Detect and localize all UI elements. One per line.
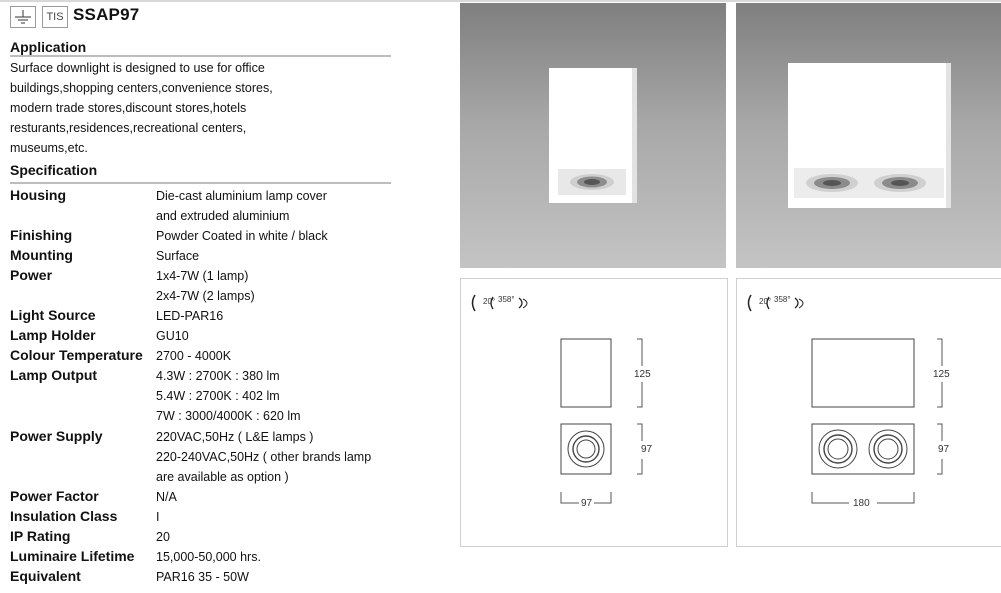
- spec-value-colour-temperature: 2700 - 4000K: [156, 349, 232, 363]
- spec-value-equivalent: PAR16 35 - 50W: [156, 570, 249, 584]
- spec-value-mounting: Surface: [156, 249, 200, 263]
- single-dimension-drawing: [460, 278, 728, 547]
- application-line: resturants,residences,recreational centers,: [10, 121, 247, 135]
- spec-value-luminaire-lifetime: 15,000-50,000 hrs.: [156, 550, 261, 564]
- rotate-angle: 358°: [498, 295, 515, 304]
- spec-label-power: Power: [10, 267, 53, 283]
- spec-label-colour-temperature: Colour Temperature: [10, 347, 143, 363]
- spec-label-equivalent: Equivalent: [10, 568, 81, 584]
- spec-value-power-supply: [156, 427, 371, 487]
- spec-value-line: 2x4-7W (2 lamps): [156, 289, 255, 303]
- spec-value-line: and extruded aluminium: [156, 209, 290, 223]
- spec-label-lamp-holder: Lamp Holder: [10, 327, 96, 343]
- spec-label-mounting: Mounting: [10, 247, 73, 263]
- application-line: Surface downlight is designed to use for office: [10, 61, 265, 75]
- spec-value-lamp-holder: GU10: [156, 329, 189, 343]
- height-dimension: 125: [933, 369, 950, 380]
- spec-value-line: 5.4W : 2700K : 402 lm: [156, 389, 280, 403]
- spec-value-lamp-output: [156, 366, 301, 426]
- double-lamp-photo: [736, 3, 1001, 268]
- spec-value-power: [156, 266, 255, 306]
- tilt-angle: 20°: [483, 297, 496, 306]
- spec-label-finishing: Finishing: [10, 227, 73, 243]
- spec-value-finishing: Powder Coated in white / black: [156, 229, 328, 243]
- spec-label-luminaire-lifetime: Luminaire Lifetime: [10, 548, 135, 564]
- double-dimension-drawing: [736, 278, 1001, 547]
- tilt-angle: 20°: [759, 297, 772, 306]
- specification-rule: [10, 182, 391, 184]
- depth-dimension: 97: [938, 444, 950, 455]
- spec-value-insulation-class: I: [156, 510, 160, 524]
- single-lamp-photo: [460, 3, 726, 268]
- width-dimension: 97: [581, 498, 593, 509]
- spec-value-line: 4.3W : 2700K : 380 lm: [156, 369, 280, 383]
- specification-heading: Specification: [10, 162, 98, 178]
- spec-label-power-supply: Power Supply: [10, 428, 103, 444]
- depth-dimension: 97: [641, 444, 653, 455]
- application-line: buildings,shopping centers,convenience stores,: [10, 81, 273, 95]
- application-text: [10, 58, 310, 158]
- application-rule: [10, 55, 391, 57]
- spec-label-lamp-output: Lamp Output: [10, 367, 98, 383]
- spec-value-light-source: LED-PAR16: [156, 309, 224, 323]
- spec-value-line: Die-cast aluminium lamp cover: [156, 189, 327, 203]
- application-line: modern trade stores,discount stores,hotels: [10, 101, 247, 115]
- width-dimension: 180: [853, 498, 870, 509]
- spec-value-line: 1x4-7W (1 lamp): [156, 269, 249, 283]
- ground-symbol-icon: [10, 6, 36, 28]
- spec-value-line: are available as option ): [156, 470, 289, 484]
- spec-label-light-source: Light Source: [10, 307, 96, 323]
- spec-value-line: 220VAC,50Hz ( L&E lamps ): [156, 430, 314, 444]
- spec-label-housing: Housing: [10, 187, 66, 203]
- spec-label-power-factor: Power Factor: [10, 488, 99, 504]
- tis-mark: TIS: [42, 6, 68, 28]
- application-line: museums,etc.: [10, 141, 88, 155]
- spec-value-housing: [156, 186, 327, 226]
- spec-value-ip-rating: 20: [156, 530, 170, 544]
- spec-value-power-factor: N/A: [156, 490, 177, 504]
- height-dimension: 125: [634, 369, 651, 380]
- rotate-angle: 358°: [774, 295, 791, 304]
- model-number: SSAP97: [73, 5, 140, 24]
- top-rule: [0, 0, 1001, 2]
- spec-label-ip-rating: IP Rating: [10, 528, 71, 544]
- spec-value-line: 220-240VAC,50Hz ( other brands lamp: [156, 450, 372, 464]
- spec-value-line: 7W : 3000/4000K : 620 lm: [156, 409, 301, 423]
- application-heading: Application: [10, 39, 87, 55]
- spec-label-insulation-class: Insulation Class: [10, 508, 118, 524]
